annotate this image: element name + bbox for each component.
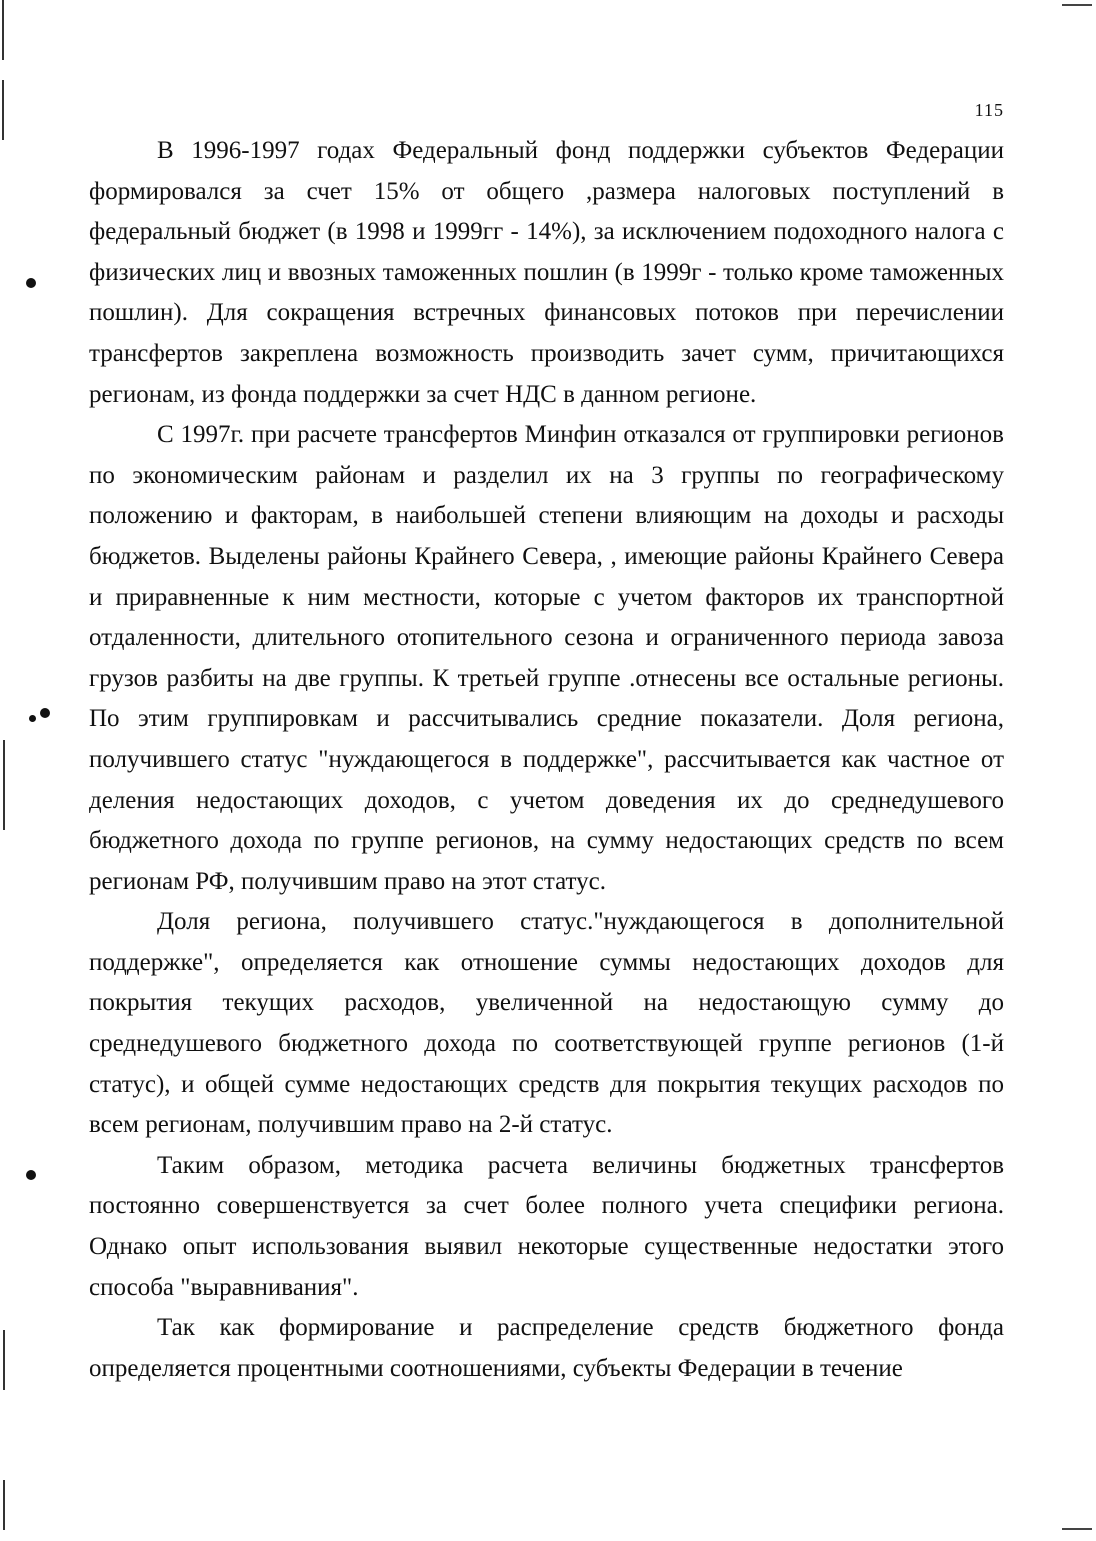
paragraph: В 1996-1997 годах Федеральный фонд поддержки субъектов Федерации формировался за счет 15% от общего ,размера налоговых поступлений в федеральный бюджет (в 1998 и 1999гг - 14%), за исключением подоходного налога с физических лиц и ввозных таможенных пошлин (в 1999г - только кроме таможенных пошлин). Для сокращения встречных финансовых потоков при перечислении трансфертов закреплена возможность производить зачет сумм, причитающихся регионам, из фонда поддержки за счет НДС в данном регионе. (89, 137, 1004, 408)
scan-corner-mark (1062, 1528, 1092, 1530)
scan-edge-line (2, 80, 4, 140)
scan-corner-mark (1062, 4, 1092, 6)
scan-edge-line (3, 740, 5, 830)
paragraph: Доля региона, получившего статус."нуждающегося в дополнительной поддержке", определяется как отношение суммы недостающих доходов для покрытия текущих расходов, увеличенной на недостающую сумму до среднедушевого бюджетного дохода по соответствующей группе регионов (1-й статус), и общей сумме недостающих средств для покрытия текущих расходов по всем регионам, получившим право на 2-й статус. (89, 908, 1004, 1139)
scan-edge-line (2, 0, 4, 60)
page-number: 115 (974, 100, 1004, 120)
paragraph: С 1997г. при расчете трансфертов Минфин отказался от группировки регионов по экономическим районам и разделил их на 3 группы по географическому положению и факторам, в наибольшей степени влияющим на доходы и расходы бюджетов. Выделены районы Крайнего Севера, , имеющие районы Крайнего Севера и приравненные к ним местности, которые с учетом факторов их транспортной отдаленности, длительного отопительного сезона и ограниченного периода завоза грузов разбиты на две группы. К третьей группе .отнесены все остальные регионы. По этим группировкам и рассчитывались средние показатели. Доля региона, получившего статус "нуждающегося в поддержке", рассчитывается как частное от деления недостающих доходов, с учетом доведения их до среднедушевого бюджетного дохода по группе регионов, на сумму недостающих средств по всем регионам РФ, получившим право на этот статус. (89, 421, 1004, 895)
scan-edge-line (3, 1330, 5, 1390)
binding-hole-mark (26, 278, 36, 288)
paragraph: Таким образом, методика расчета величины бюджетных трансфертов постоянно совершенствуется за счет более полного учета специфики региона. Однако опыт использования выявил некоторые существенные недостатки этого способа "выравнивания". (89, 1151, 1004, 1301)
binding-hole-mark (29, 715, 36, 722)
paragraph: Так как формирование и распределение средств бюджетного фонда определяется процентными соотношениями, субъекты Федерации в течение (89, 1314, 1004, 1382)
body-text (89, 131, 1004, 1389)
binding-hole-mark (40, 708, 50, 718)
binding-hole-mark (26, 1170, 36, 1180)
scan-edge-line (3, 1480, 5, 1530)
